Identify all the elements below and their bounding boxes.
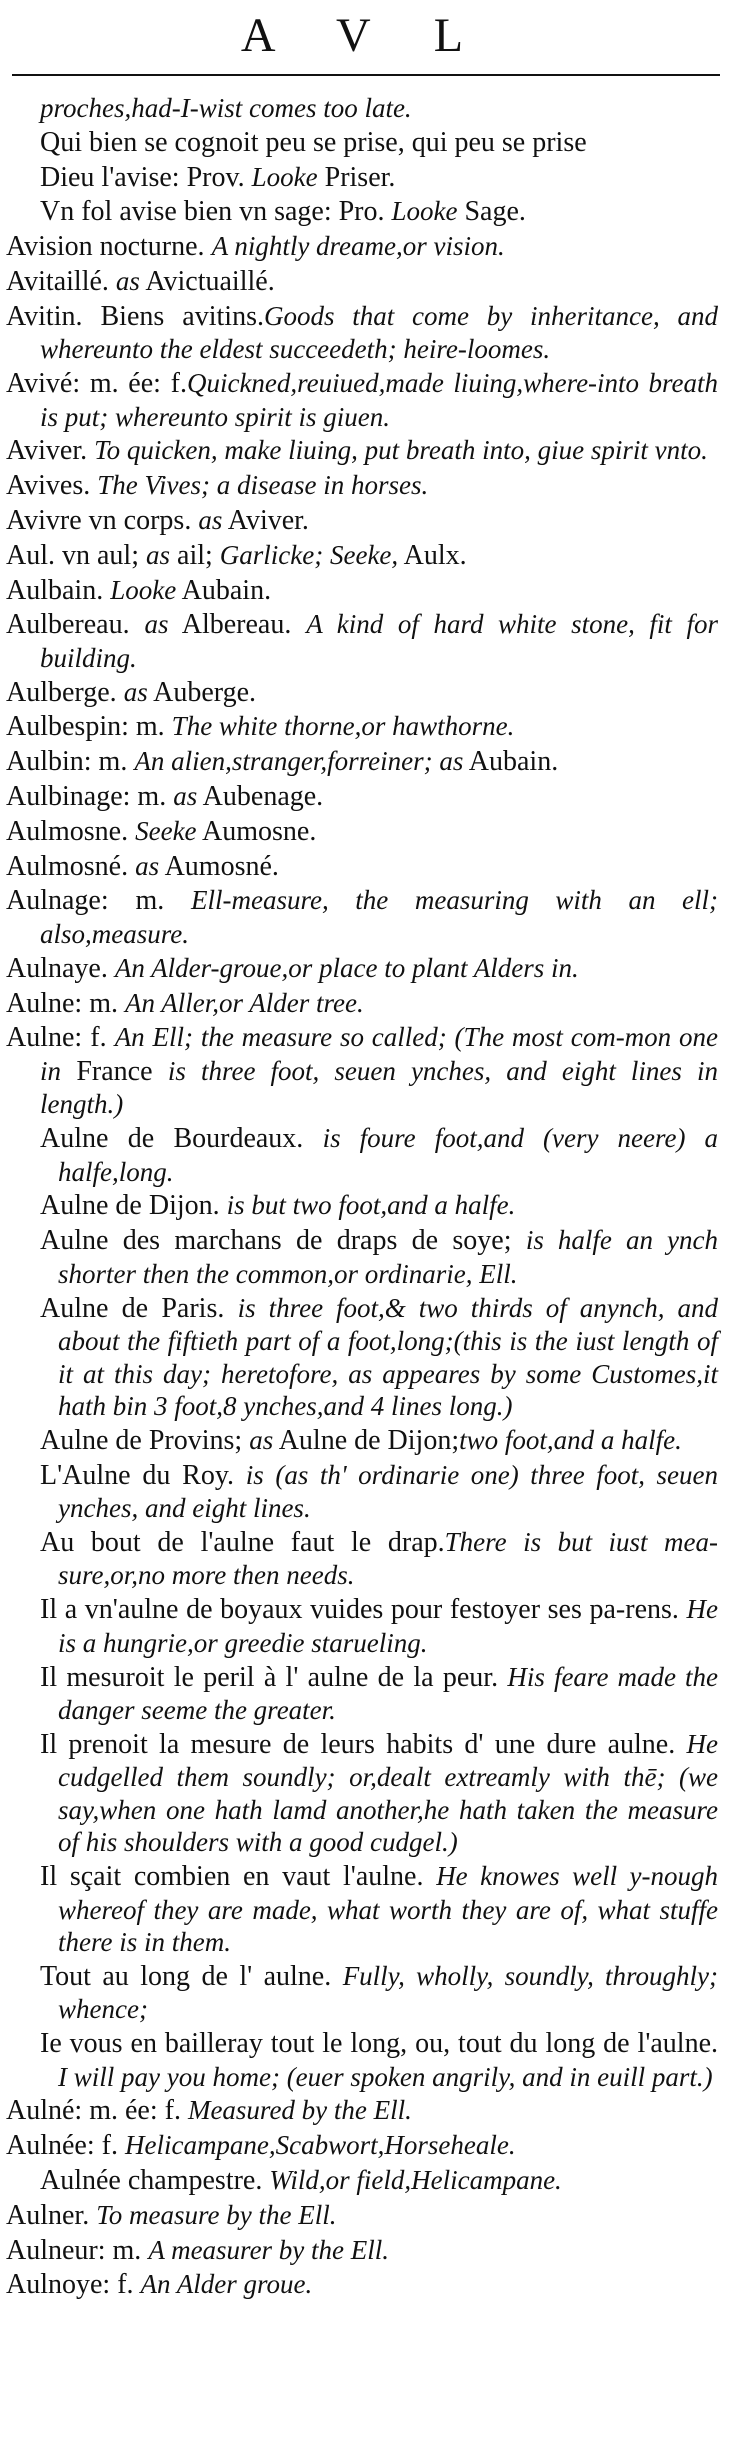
dictionary-entry [6,1021,730,1121]
entry-definition: is halfe an ynch shorter then the common,or ordinarie, Ell. [58,1225,718,1289]
entry-definition: An Alder groue. [140,2269,313,2300]
entry-headword: Albereau. [168,609,307,641]
entry-headword: Tout au long de l' aulne. [40,1960,343,1992]
entry-headword: Aulx. [398,539,467,571]
entry-headword: Avision nocturne. [6,231,212,263]
dictionary-entry [6,2199,730,2233]
sub-entry [40,1459,730,1525]
entry-headword: Aulneur: m. [6,2234,149,2266]
entry-definition: as [146,539,171,570]
entry-definition: Fully, wholly, soundly, throughly; whence; [58,1960,718,2025]
dictionary-entry [6,780,730,814]
sub-entry [40,1728,730,1859]
sub-entry [40,1593,730,1659]
sub-entry [40,195,730,229]
entry-definition: is (as th' ordinarie one) three foot, seuen ynches, and eight lines. [58,1459,718,1524]
entry-definition: is but two foot,and a halfe. [226,1190,516,1221]
sub-entry [40,1122,730,1188]
sub-entry [40,1292,730,1423]
dictionary-entry [6,676,730,710]
entry-definition: He is a hungrie,or greedie starueling. [58,1594,718,1658]
entry-headword: Aubenage. [197,781,324,813]
entry-definition: Seeke [135,815,197,846]
sub-entry [40,2027,730,2093]
entry-headword: Aulnée: f. [6,2130,125,2162]
dictionary-entry [6,434,730,468]
entry-headword: Aulmosné. [6,850,136,882]
entry-headword: Ie vous en bailleray tout le long, ou, tout du long de l'aulne. [40,2028,718,2060]
entry-headword: Aulne de Dijon; [273,1424,460,1456]
entry-definition: He cudgelled them soundly; or,dealt extreamly with thē; (we say,when one hath lamd another,he hath taken the measure of his shoulders with a good cudgel.) [58,1728,718,1858]
entry-definition: To measure by the Ell. [96,2199,337,2230]
dictionary-entry [6,469,730,503]
entry-definition: is foure foot,and (very neere) a halfe,long. [58,1123,718,1187]
sub-entry [40,2164,730,2198]
sub-entry [40,1424,730,1458]
entry-definition: Helicampane,Scabwort,Horseheale. [124,2130,516,2161]
entry-headword: Dieu l'avise: Prov. [40,161,252,193]
entry-headword: Aulbereau. [6,609,145,641]
entry-headword: Aubain. [463,746,559,778]
entry-headword: Qui bien se cognoit peu se prise, qui peu se prise [40,126,587,158]
entry-headword: ail; [170,539,220,571]
dictionary-entry [6,300,730,366]
dictionary-entry [6,504,730,538]
entry-definition: The Vives; a disease in horses. [97,470,429,501]
entry-definition: There is but iust mea-sure,or,no more then needs. [58,1526,718,1591]
entry-headword: Avictuaillé. [139,265,275,297]
entry-definition: Looke [391,196,458,227]
entry-headword: Aulne: m. [6,987,125,1019]
entry-definition: two foot,and a halfe. [459,1424,682,1455]
entry-definition: His feare made the danger seeme the greater. [58,1661,719,1725]
sub-entry [40,1960,730,2026]
entry-headword: Aulnaye. [6,952,115,984]
entry-definition: An Ell; the measure so called; (The most com-mon one in [40,1022,718,1086]
entry-headword: Aulbin: m. [6,746,135,778]
dictionary-entry [6,884,730,950]
sub-entry [40,126,730,160]
entry-headword: Aulne des marchans de draps de soye; [40,1225,526,1257]
entry-definition: He knowes well y-nough whereof they are made, what worth they are of, what stuffe there is in them. [58,1861,719,1958]
dictionary-entry [40,92,730,125]
entry-headword: Aulner. [6,2199,97,2231]
dictionary-entry [6,710,730,744]
entry-headword: Avitin. Biens avitins. [6,300,264,332]
entry-headword: Aumosne. [196,815,317,847]
dictionary-entry [6,2129,730,2163]
dictionary-entry [6,539,730,573]
entry-definition: as [135,850,160,881]
entry-definition: An alien,stranger,forreiner; as [134,746,464,777]
entry-headword: Il sçait combien en vaut l'aulne. [40,1861,437,1893]
entry-definition: is three foot,& two thirds of anynch, and about the fiftieth part of a foot,long;(this is the iust length of it at this day; heretofore, as appeares by some Customes,it hath bin 3 foot,8 ynches,and 4 lines long.) [58,1292,718,1422]
entry-headword: Auberge. [147,676,257,708]
entry-definition: Measured by the Ell. [187,2095,412,2126]
entry-definition: To quicken, make liuing, put breath into, giue spirit vnto. [94,435,708,466]
dictionary-entry [6,2234,730,2268]
entry-headword: Aulné: m. ée: f. [6,2095,188,2127]
entry-headword: Aulne de Bourdeaux. [40,1123,323,1155]
entry-definition: as [115,265,140,296]
dictionary-entry [6,987,730,1021]
entry-headword: Vn fol avise bien vn sage: Pro. [40,196,392,228]
entry-definition: An Aller,or Alder tree. [125,987,364,1018]
entry-definition: proches,had-I-wist comes too late. [40,93,412,123]
entry-headword: Avivé: m. ée: f. [6,368,187,400]
entry-headword: France [61,1055,168,1087]
dictionary-entry [6,265,730,299]
entry-headword: Aulbain. [6,574,111,606]
entry-headword: Il prenoit la mesure de leurs habits d' une dure aulne. [40,1728,687,1760]
sub-entry [40,1860,730,1959]
dictionary-entry [6,850,730,884]
dictionary-entry [6,574,730,608]
entry-headword: Aulbinage: m. [6,781,174,813]
entry-headword: Avitaillé. [6,265,116,297]
entry-definition: I will pay you home; (euer spoken angrily, and in euill part.) [58,2061,713,2092]
entry-headword: Aulnage: m. [6,885,192,917]
entry-definition: as [173,781,198,812]
entry-headword: Aulne de Provins; [40,1424,250,1456]
dictionary-entry [6,745,730,779]
entry-list [0,92,730,2303]
entry-definition: The white thorne,or hawthorne. [171,711,515,742]
dictionary-entry [6,367,730,433]
entry-headword: Aviver. [222,504,309,536]
sub-entry [40,1224,730,1290]
entry-headword: Sage. [457,196,526,228]
dictionary-entry [6,608,730,674]
entry-definition: A measurer by the Ell. [148,2234,390,2265]
entry-definition: Looke [251,161,318,192]
entry-headword: Priser. [317,161,396,193]
sub-entry [40,1526,730,1592]
entry-headword: Avives. [6,470,98,502]
entry-definition: Garlicke; Seeke, [219,539,399,570]
entry-headword: Au bout de l'aulne faut le drap. [40,1526,445,1558]
sub-entry [40,161,730,195]
entry-definition: Goods that come by inheritance, and whereunto the eldest succeedeth; heire-loomes. [40,300,718,365]
entry-headword: Aviver. [6,435,95,467]
entry-definition: as [123,676,148,707]
entry-headword: Aulnoye: f. [6,2269,141,2301]
entry-headword: Aulberge. [6,676,124,708]
page-header-title: A V L [240,9,490,62]
header-rule [12,74,720,76]
entry-definition: Looke [110,574,177,605]
entry-definition: is three foot, seuen ynches, and eight lines in length.) [40,1055,718,1120]
entry-definition: Quickned,reuiued,made liuing,where-into breath is put; whereunto spirit is giuen. [40,368,718,432]
entry-definition: A kind of hard white stone, fit for building. [40,609,719,673]
entry-headword: Aubain. [176,574,272,606]
entry-headword: Avivre vn corps. [6,504,199,536]
entry-headword: Il mesuroit le peril à l' aulne de la peur. [40,1661,508,1693]
sub-entry [40,1189,730,1223]
entry-definition: as [198,504,223,535]
dictionary-entry [6,815,730,849]
entry-headword: Aul. vn aul; [6,539,146,571]
dictionary-entry [6,952,730,986]
entry-headword: Aumosné. [159,850,279,882]
entry-definition: An Alder-groue,or place to plant Alders in. [114,952,579,983]
sub-entry [40,1661,730,1727]
entry-definition: as [249,1424,274,1455]
entry-headword: Aulne de Dijon. [40,1190,227,1222]
entry-headword: Aulne: f. [6,1022,115,1054]
entry-definition: A nightly dreame,or vision. [211,231,505,262]
entry-headword: Aulbespin: m. [6,711,172,743]
entry-definition: Ell-measure, the measuring with an ell; also,measure. [40,885,718,949]
dictionary-entry [6,2094,730,2128]
entry-headword: L'Aulne du Roy. [40,1459,246,1491]
entry-headword: Aulnée champestre. [40,2165,270,2197]
entry-headword: Aulne de Paris. [40,1292,238,1324]
dictionary-entry [6,2268,730,2302]
entry-headword: Aulmosne. [6,815,136,847]
entry-definition: Wild,or field,Helicampane. [269,2165,562,2196]
entry-definition: as [144,609,169,640]
dictionary-entry [6,230,730,264]
entry-headword: Il a vn'aulne de boyaux vuides pour festoyer ses pa-rens. [40,1594,687,1626]
